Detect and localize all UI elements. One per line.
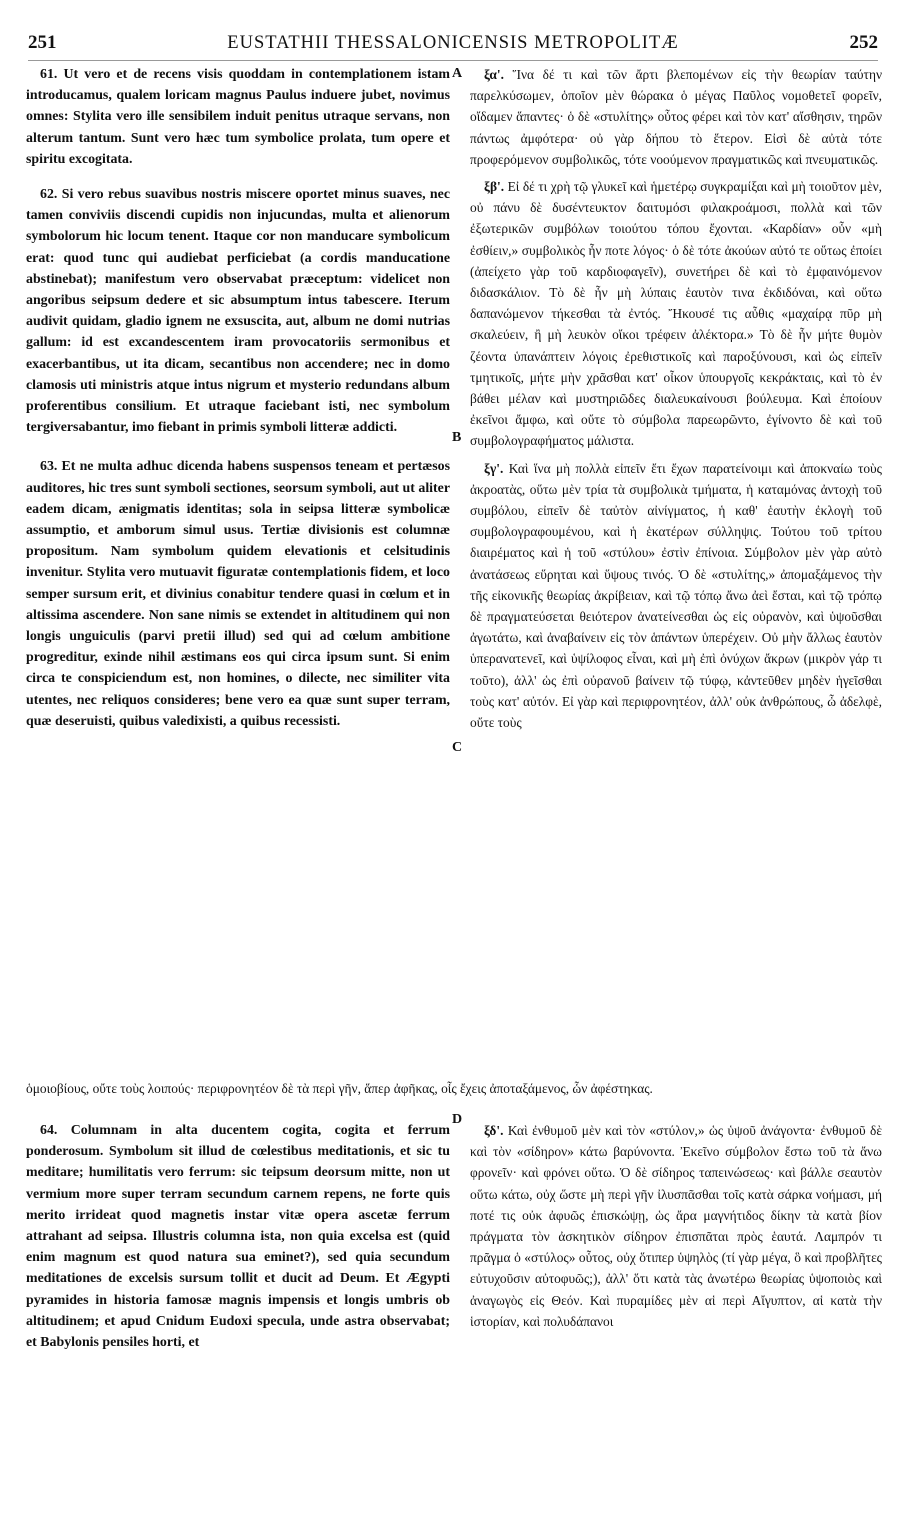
margin-marker-c: C <box>452 740 463 755</box>
margin-marker-b: B <box>452 430 462 445</box>
latin-paragraph-64: 64. Columnam in alta ducentem cogita, cogita et ferrum ponderosum. Symbolum sit illud de cœlestibus meditationis, et sic tu meditare; humilitatis vero ferrum: sic teipsum deorsum mitte, non ut vermium more super terram secundum carnem repens, ne forte quis merito irrideat quod magnetis instar vitæ opera ascetæ ferrum attrahant ad seipsa. Illustris columna ista, non quia excelsa est (quid enim magnum est quod natura sua eminet?), sed quia secundum meditationes de excelsis sursum tollit et ducit ad Deum. Et Ægypti pyramides in historia famosæ magnis impensis et longis umbris ob altitudinem; et apud Cnidum Eudoxi specula, unde astra observabat; et Babylonis pensiles horti, et <box>26 1123 450 1351</box>
greek-paragraph-62: ξβ'. Εἰ δέ τι χρὴ τῷ γλυκεῖ καὶ ἡμετέρῳ συγκραμίξαι καὶ μὴ τοιοῦτον μὲν, οὐ πάνυ δὲ δυσέντευκτον δαιτυμόσι φιλακροάμοσι, πολλὰ καὶ τῶν ἐξωτερικῶν συμβόλων τοιούτου τόπου ἔχονται. «Καρδίαν» οὖν «μὴ ἐσθίειν,» συμβολικὸς ἦν ποτε λόγος· ὁ δὲ τότε ἀκούων αὐτό τε οὕτως ἐποίει (ἀπείχετο γὰρ τοῦ καρδιοφαγεῖν), συνετήρει δὲ καὶ τὸ ἐμφαινόμενον διδασκάλιον. Τὸ δὲ ἦν μὴ λύπαις ἑαυτὸν τινα ἐκδιδόναι, καὶ οὕτω δαπανώμενον τήκεσθαι τὰ ἐντός. Ἤκουσέ τις αὖθις «μαχαίρᾳ πῦρ μὴ σκαλεύειν, ἢ μὴ λευκὸν οἴκοι τρέφειν ἀλέκτορα.» Τὸ δὲ ἦν μήτε θυμὸν ζέοντα ὑπανάπτειν λόγοις ἐρεθιστικοῖς καὶ παροξύνουσι, καὶ ὡς εἰπεῖν τμητικοῖς, μήτε μὴν χρᾶσθαι κατ' οἶκον ὑπουργοῖς κεκράκταις, καὶ τὸ ἐν βάθει μέλαν καὶ μυστηριῶδες διαλευκαίνουσι βούλευμα. Καὶ ἐποίουν ἐκεῖνοι ἄμφω, καὶ οὔτε τὸ σύμβολα παρεωρῶντο, ἐγίνοντο δὲ καὶ τοῦ συμβολογραφήματος μάλιστα. <box>470 179 882 449</box>
latin-paragraph-63: 63. Et ne multa adhuc dicenda habens suspensos teneam et pertæsos auditores, hic tres sunt symboli sectiones, seorsum symboli, aut ut aliter eadem dicam, ænigmatis identitas; sola in seipsa litteræ symbolicæ assumptio, et amborum simul usus. Tertiæ divisionis est columnæ propositum. Nam symbolum quidem elevationis et celsitudinis invenitur. Stylita vero mutuavit figuratæ contemplationis fidem, et loco semper sursum erit, et divinius conabitur tendere quasi in cœlum et in altissima ascendere. Non sane nimis se extendet in altitudinem qui non longis unguiculis (parvi pretii illud) sed qui ad cœlum ambitione progreditur, exinde nihil æstimans eos qui circa ipsum sunt. Si enim circa te conspiciendum est, non homines, o dilecte, nec similiter vita utentes, nec reliquos consideres; bene vero ea quæ sunt super terram, quæ deseruisti, quibus valedixisti, a quibus recessisti. <box>26 459 450 729</box>
latin-column-lower <box>26 1120 450 1353</box>
margin-marker-a: A <box>452 66 463 81</box>
latin-paragraph-62: 62. Si vero rebus suavibus nostris miscere oportet minus suaves, nec tamen conviviis discendi cupidis non injucundas, multa et alienorum symbolorum hic locum tenent. Itaque cor non manducare symbolicum erat: quod tunc qui audiebat perficiebat (a cordis manducatione abstinebat); manifestum vero observabat præceptum: videlicet non angoribus seipsum dedere et sic absumptum intus tabescere. Iterum audivit quidam, gladio ignem ne exsuscita, aut, album ne domi nutrias gallum: id est excandescentem iram provocatoriis sermonibus et exacerbantibus, ut ita dicam, secantibus non accendere; nec in domo clamosis uti ministris atque intus nigrum et mysterio redundans album proferentibus consilium. Et utraque faciebant isti, nec symbolum tergiversabantur, imo fiebant in primis symboli litteræ addicti. <box>26 187 450 436</box>
page-header <box>28 32 878 61</box>
running-title: EUSTATHII THESSALONICENSIS METROPOLITÆ <box>227 33 679 53</box>
latin-column-upper <box>26 64 450 732</box>
page-number-left: 251 <box>28 32 57 53</box>
greek-fullwidth-continuation: ὁμοιοβίους, οὔτε τοὺς λοιπούς· περιφρονητέον δὲ τὰ περὶ γῆν, ἅπερ ἀφῆκας, οἷς ἔχεις ἀποταξάμενος, ὧν ἀφέστηκας. <box>26 1081 653 1096</box>
greek-paragraph-61: ξα'. Ἵνα δέ τι καὶ τῶν ἄρτι βλεπομένων εἰς τὴν θεωρίαν ταύτην παρελκύσωμεν, ὁποῖον μὲν θώρακα ὁ μέγας Παῦλος νομοθετεῖ φορεῖν, οἴδαμεν ἅπαντες· ὁ δὲ «στυλίτης» οὗτος φέρει καὶ τὸν κατ' αἴσθησιν, τηρῶν πάντως ἀμφότερα· οὐ γὰρ δήπου τὸ ἕτερον. Εἰσὶ δὲ αὐτὰ τότε προφερόμενον συμβολικῶς, τότε νοούμενον πραγματικῶς καὶ πνευματικῶς. <box>470 67 882 167</box>
page-number-right: 252 <box>849 32 878 53</box>
greek-column-upper <box>470 64 882 733</box>
latin-paragraph-61: 61. Ut vero et de recens visis quoddam in contemplationem istam introducamus, qualem loricam magnus Paulus induere jubet, novimus omnes: Stylita vero ille sensibilem induit penitus utraque servans, non alterum tantum. Sunt vero hæc tum symbolice prolata, tum opere et spiritu excogitata. <box>26 67 450 167</box>
greek-column-lower <box>470 1120 882 1332</box>
greek-paragraph-64: ξδ'. Καὶ ἐνθυμοῦ μὲν καὶ τὸν «στύλον,» ὡς ὑψοῦ ἀνάγοντα· ἐνθυμοῦ δὲ καὶ τὸν «σίδηρον» κάτω βαρύνοντα. Ἐκεῖνο σύμβολον ἔστω τοῦ τὰ ἄνω φρονεῖν· καὶ φρόνει οὕτω. Ὁ δὲ σίδηρος ταπεινώσεως· καὶ βάλλε σεαυτὸν οὕτω κάτω, οὐχ ὥστε μὴ περὶ γῆν ἰλυσπᾶσθαι τοῖς κατὰ σάρκα νοήμασι, μή ποτέ τις οὐκ ἀφυῶς ἐπισκώψῃ, ὡς ἄρα μαγνήτιδος δίκην τὰ κατὰ βίον πράγματα τὸν ἀσκητικὸν σίδηρον ἐπισπᾶται πρὸς ἑαυτά. Λαμπρόν τι πρᾶγμα ὁ «στύλος» οὗτος, οὐχ ὅτιπερ ὑψηλὸς (τί γὰρ μέγα, ὃ καὶ προβλῆτες εὐτυχοῦσιν αὐτοφυῶς;), ἀλλ' ὅτι κατὰ τὰς ἀνωτέρω θεωρίας ὑψοποιὸς καὶ ἀναγωγὸς εἰς Θεόν. Καὶ πυραμίδες μὲν αἱ περὶ Αἴγυπτον, αἱ κατὰ τὴν ἱστορίαν, καὶ πολυδάπανοι <box>470 1123 882 1329</box>
greek-paragraph-63: ξγ'. Καὶ ἵνα μὴ πολλὰ εἰπεῖν ἔτι ἔχων παρατείνοιμι καὶ ἀποκναίω τοὺς ἀκροατὰς, οὕτω μὲν τρία τὰ συμβολικὰ τμήματα, ἡ καταμόνας ἀντοχὴ τοῦ συμβόλου, εἰπεῖν δὲ ταὐτὸν αἰνίγματος, ἡ καθ' ἑαυτὴν ἐκλογὴ τοῦ συμβολογραφουμένου, καὶ ἡ ἑκατέρων σύλληψις. Τούτου τοῦ τρίτου διαιρέματος καὶ ἡ τοῦ «στύλου» ἐστὶν ἐπίνοια. Σύμβολον μὲν γὰρ αὐτὸ ἀνατάσεως εὕρηται καὶ ὕψους τινός. Ὁ δὲ «στυλίτης,» ἀπομαξάμενος τὴν τῆς εἰκονικῆς θεωρίας ἀκρίβειαν, καὶ τῷ τόπῳ ἄνω ἀεὶ ἔσται, καὶ τῷ τρόπῳ δὲ πραγματεύσεται θειότερον ἀνατείνεσθαι ὡς εἰς οὐρανὸν, καὶ ὑψοῦσθαι ἀγωτάτω, καὶ ἀναβαίνειν εἰς τὸν ἁπάντων ὑπερέχειν. Οὐ μὴν ἄλλως ἑαυτὸν ὑπερανατενεῖ, καὶ ὑψίλοφος εἶναι, καὶ μὴ ἐπὶ ὀνύχων ἄκρων (μικρὸν γάρ τι τοῦτο), ἀλλ' ὡς ἐπὶ οὐρανοῦ βαίνειν τῷ τύφῳ, κἀντεῦθεν μηδὲν ἡγεῖσθαι τοὺς κατ' αὐτόν. Εἰ γὰρ καὶ περιφρονητέον, ἀλλ' οὐκ ἀνθρώπους, ὦ ἀδελφὲ, οὔτε τοὺς <box>470 460 882 731</box>
margin-marker-d: D <box>452 1112 463 1127</box>
